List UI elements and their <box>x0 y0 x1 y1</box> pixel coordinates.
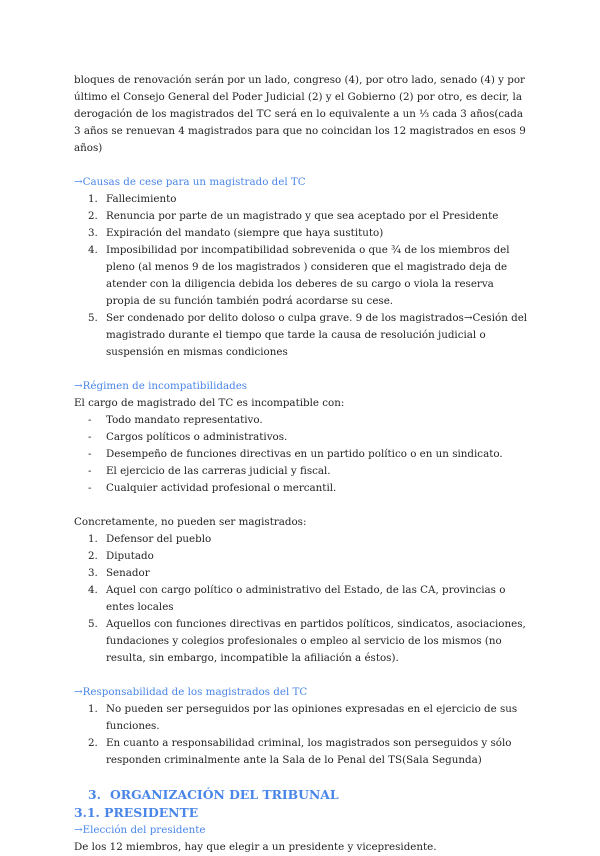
responsabilidad-heading: →Responsabilidad de los magistrados del TC <box>74 686 308 698</box>
cese-list <box>74 191 530 361</box>
document-page <box>74 72 530 856</box>
list-item: 2. Diputado <box>88 550 154 562</box>
no-pueden-list <box>74 531 530 667</box>
list-item: - El ejercicio de las carreras judicial y fiscal. <box>88 465 331 477</box>
list-item: 1. No pueden ser perseguidos por las opiniones expresadas en el ejercicio de sus funciones. <box>88 703 518 732</box>
list-item: - Cargos políticos o administrativos. <box>88 431 288 443</box>
incompat-list <box>74 412 530 497</box>
eleccion-text: De los 12 miembros, hay que elegir a un presidente y vicepresidente. <box>74 841 437 853</box>
section-heading: 3. ORGANIZACIÓN DEL TRIBUNAL <box>88 787 339 802</box>
list-item: 1. Fallecimiento <box>88 193 177 205</box>
list-item: 3. Senador <box>88 567 150 579</box>
responsabilidad-list <box>74 701 530 769</box>
list-item: 4. Imposibilidad por incompatibilidad sobrevenida o que ¾ de los miembros del pleno (al menos 9 de los magistrados ) consideren que el magistrado deja de atender con la diligencia debida los deberes de su cargo o viola la reserva propia de su función también podrá acordarse su cese. <box>88 244 510 307</box>
list-item: 2. Renuncia por parte de un magistrado y que sea aceptado por el Presidente <box>88 210 499 222</box>
list-item: - Desempeño de funciones directivas en un partido político o en un sindicato. <box>88 448 503 460</box>
list-item: - Todo mandato representativo. <box>88 414 263 426</box>
list-item: 1. Defensor del pueblo <box>88 533 212 545</box>
list-item: 2. En cuanto a responsabilidad criminal, los magistrados son perseguidos y sólo responden criminalmente ante la Sala de lo Penal del TS(Sala Segunda) <box>88 737 512 766</box>
list-item: 5. Ser condenado por delito doloso o culpa grave. 9 de los magistrados→Cesión del magistrado durante el tiempo que tarde la causa de resolución judicial o suspensión en mismas condiciones <box>88 312 528 358</box>
list-item: 5. Aquellos con funciones directivas en partidos políticos, sindicatos, asociaciones, fundaciones y colegios profesionales o empleo al servicio de los mismos (no resulta, sin embargo, incompatible la afiliación a éstos). <box>88 618 526 664</box>
list-item: - Cualquier actividad profesional o mercantil. <box>88 482 337 494</box>
intro-paragraph: bloques de renovación serán por un lado, congreso (4), por otro lado, senado (4) y por último el Consejo General del Poder Judicial (2) y el Gobierno (2) por otro, es decir, la derogación de los magistrados del TC será en lo equivalente a un ⅓ cada 3 años(cada 3 años se renuevan 4 magistrados para que no coincidan los 12 magistrados en esos 9 años) <box>74 74 526 154</box>
subsection-heading: 3.1. PRESIDENTE <box>74 805 199 820</box>
list-item: 3. Expiración del mandato (siempre que haya sustituto) <box>88 227 384 239</box>
no-pueden-intro: Concretamente, no pueden ser magistrados: <box>74 516 307 528</box>
incompat-intro: El cargo de magistrado del TC es incompatible con: <box>74 397 345 409</box>
eleccion-heading: →Elección del presidente <box>74 824 206 836</box>
list-item: 4. Aquel con cargo político o administrativo del Estado, de las CA, provincias o entes locales <box>88 584 506 613</box>
cese-heading: →Causas de cese para un magistrado del TC <box>74 176 306 188</box>
incompat-heading: →Régimen de incompatibilidades <box>74 380 248 392</box>
